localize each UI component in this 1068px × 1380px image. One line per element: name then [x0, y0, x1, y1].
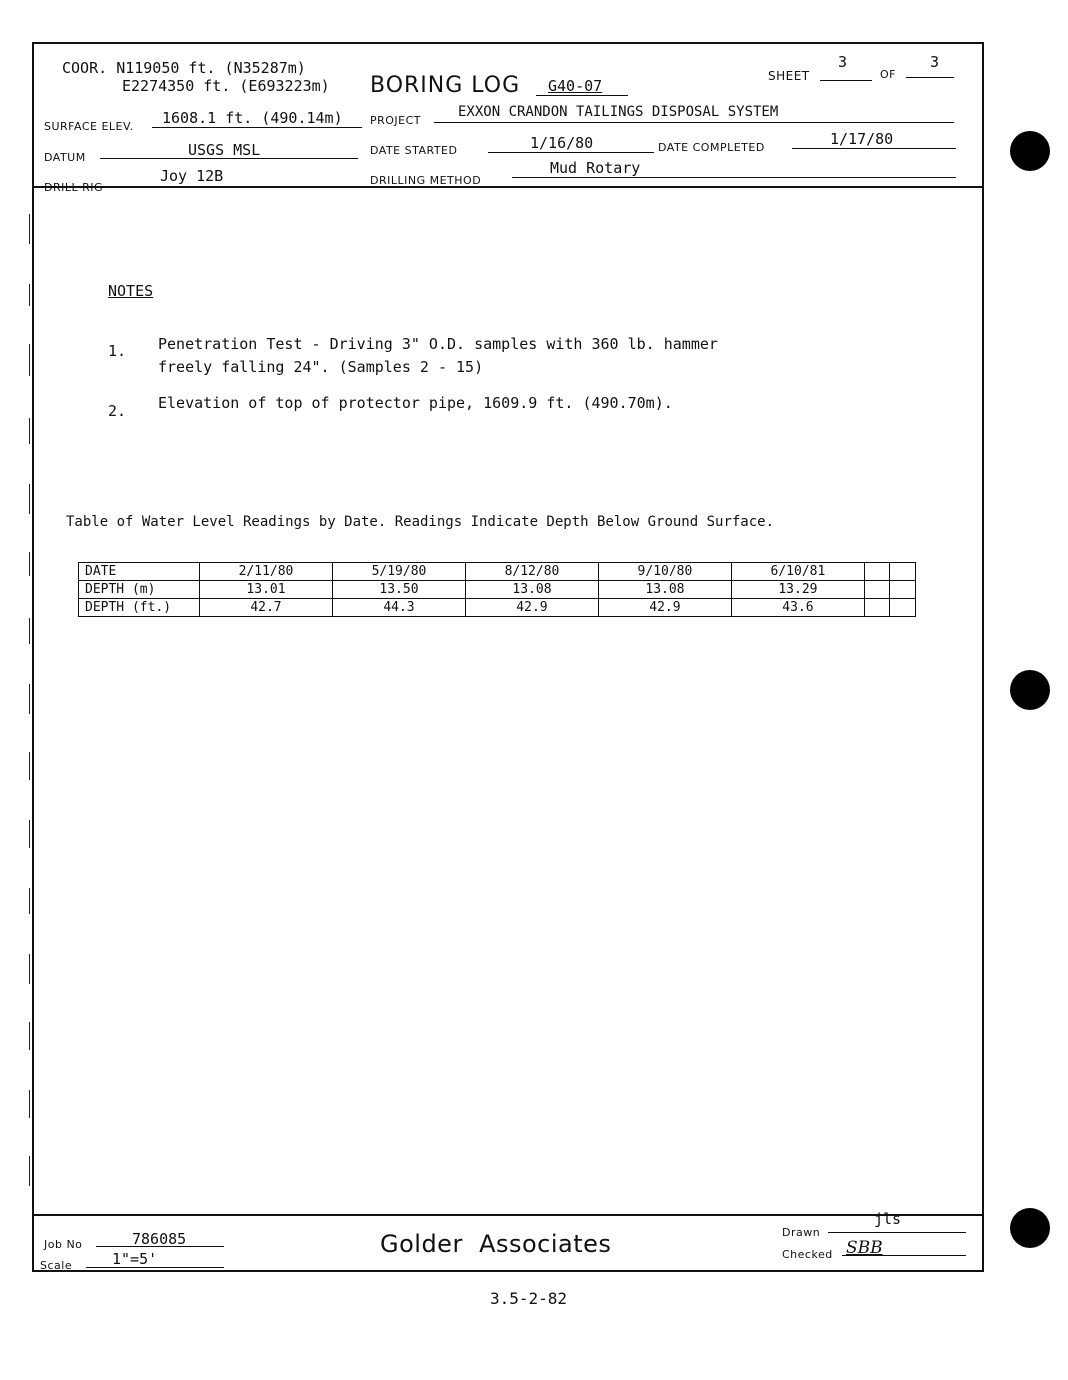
table-cell	[864, 563, 890, 581]
notes-title: NOTES	[108, 282, 154, 300]
table-cell: 13.29	[731, 581, 864, 599]
company-name: Golder Associates	[380, 1230, 612, 1258]
margin-mark	[29, 484, 30, 514]
drawn-label: Drawn	[782, 1226, 821, 1239]
drill-rig-label: DRILL RIG	[44, 181, 104, 194]
table-cell: 2/11/80	[200, 563, 333, 581]
datum-label: DATUM	[44, 151, 86, 164]
coordinates: COOR. N119050 ft. (N35287m)	[62, 59, 306, 77]
date-started: 1/16/80	[530, 134, 594, 152]
boring-id: G40-07	[548, 77, 603, 95]
table-cell	[890, 581, 916, 599]
margin-mark	[29, 418, 30, 444]
of-label: OF	[880, 68, 896, 81]
drilling-method-label: DRILLING METHOD	[370, 174, 482, 187]
surface-elev-line	[152, 127, 362, 128]
table-row	[79, 563, 916, 581]
sheet-number-line	[820, 80, 872, 81]
margin-mark	[29, 1090, 30, 1118]
note-text-continued: freely falling 24". (Samples 2 - 15)	[158, 358, 484, 376]
date-started-label: DATE STARTED	[370, 144, 458, 157]
table-cell: 43.6	[731, 599, 864, 617]
table-cell: 13.50	[332, 581, 465, 599]
table-cell: 5/19/80	[332, 563, 465, 581]
margin-mark	[29, 954, 30, 984]
table-cell: 42.9	[598, 599, 731, 617]
table-caption: Table of Water Level Readings by Date. Readings Indicate Depth Below Ground Surface.	[66, 514, 775, 530]
sheet-number: 3	[838, 53, 848, 71]
margin-mark	[29, 752, 30, 780]
date-completed-line	[792, 148, 956, 149]
datum: USGS MSL	[188, 141, 261, 159]
drawn-by: jls	[874, 1210, 902, 1228]
table-cell: 9/10/80	[598, 563, 731, 581]
table-cell: 42.9	[465, 599, 598, 617]
margin-mark	[29, 214, 30, 244]
drill-rig-line	[118, 186, 358, 187]
scale-line	[86, 1267, 224, 1268]
checked-line	[842, 1255, 966, 1256]
table-cell: 44.3	[332, 599, 465, 617]
table-cell	[890, 563, 916, 581]
margin-mark	[29, 344, 30, 376]
note-text: Penetration Test - Driving 3" O.D. samples with 360 lb. hammer	[158, 335, 718, 353]
checked-label: Checked	[782, 1248, 833, 1261]
margin-mark	[29, 1022, 30, 1050]
sheet-total: 3	[930, 53, 940, 71]
surface-elev: 1608.1 ft. (490.14m)	[162, 109, 343, 127]
margin-mark	[29, 1156, 30, 1186]
project-line	[434, 122, 954, 123]
job-no: 786085	[132, 1230, 187, 1248]
project-label: PROJECT	[370, 114, 422, 127]
drawn-line	[828, 1232, 966, 1233]
margin-mark	[29, 552, 30, 576]
page-number: 3.5-2-82	[490, 1289, 568, 1308]
margin-mark	[29, 284, 30, 306]
water-level-table	[78, 562, 916, 617]
table-cell: 42.7	[200, 599, 333, 617]
footer-divider	[32, 1214, 982, 1216]
table-cell: 6/10/81	[731, 563, 864, 581]
page-title: BORING LOG	[370, 73, 521, 98]
log-frame	[32, 42, 984, 1272]
job-no-label: Job No	[44, 1238, 83, 1251]
punch-hole	[1010, 1208, 1050, 1248]
sheet-total-line	[906, 77, 954, 78]
note-number: 1.	[108, 342, 127, 360]
surface-elev-label: SURFACE ELEV.	[44, 120, 134, 133]
date-completed: 1/17/80	[830, 130, 894, 148]
coordinates-line2: E2274350 ft. (E693223m)	[122, 77, 330, 95]
row-header: DEPTH (m)	[79, 581, 200, 599]
margin-mark	[29, 888, 30, 914]
table-cell	[864, 599, 890, 617]
margin-mark	[29, 618, 30, 644]
punch-hole	[1010, 131, 1050, 171]
datum-line	[100, 158, 358, 159]
row-header: DEPTH (ft.)	[79, 599, 200, 617]
drilling-method: Mud Rotary	[550, 159, 641, 177]
table-cell	[890, 599, 916, 617]
date-started-line	[488, 152, 654, 153]
table-cell	[864, 581, 890, 599]
drilling-method-line	[512, 177, 956, 178]
scale-label: Scale	[40, 1259, 73, 1272]
table-row	[79, 599, 916, 617]
job-no-line	[96, 1246, 224, 1247]
note-text: Elevation of top of protector pipe, 1609.9 ft. (490.70m).	[158, 394, 673, 412]
margin-mark	[29, 820, 30, 848]
sheet-label: SHEET	[768, 69, 810, 83]
table-cell: 13.08	[598, 581, 731, 599]
table-cell: 13.01	[200, 581, 333, 599]
punch-hole	[1010, 670, 1050, 710]
row-header: DATE	[79, 563, 200, 581]
scale: 1"=5'	[112, 1250, 158, 1268]
note-number: 2.	[108, 402, 127, 420]
checked-signature: SBB	[846, 1238, 883, 1258]
margin-mark	[29, 684, 30, 714]
table-cell: 13.08	[465, 581, 598, 599]
table-cell: 8/12/80	[465, 563, 598, 581]
boring-id-line	[536, 95, 628, 96]
table-row	[79, 581, 916, 599]
project-name: EXXON CRANDON TAILINGS DISPOSAL SYSTEM	[458, 104, 779, 120]
drill-rig: Joy 12B	[160, 167, 224, 185]
date-completed-label: DATE COMPLETED	[658, 141, 765, 154]
